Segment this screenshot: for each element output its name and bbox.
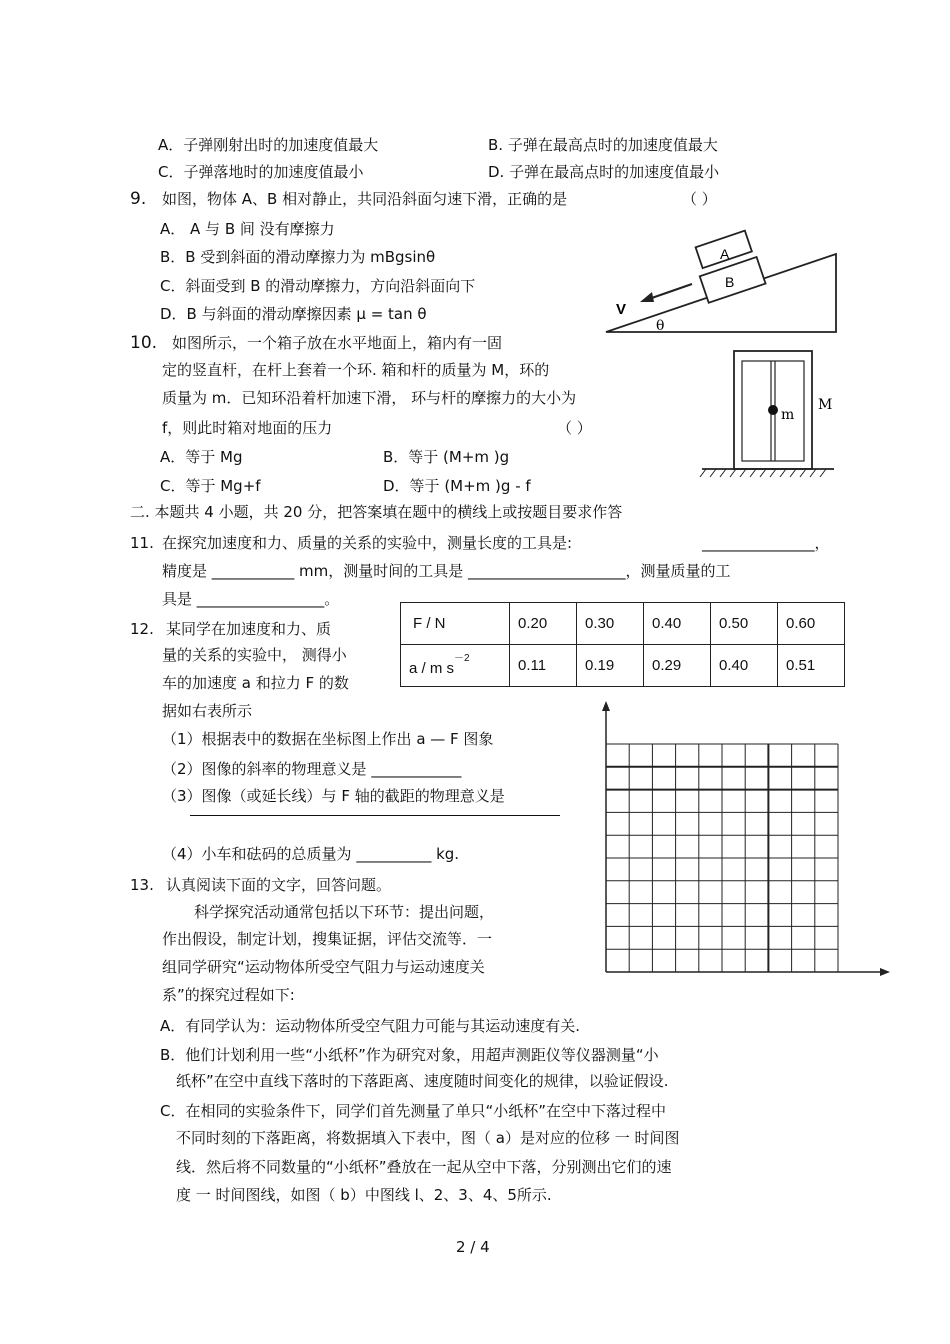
q10-option-c: C．等于 Mg+f (160, 477, 261, 495)
x-axis-arrow (880, 968, 890, 976)
q9-option-b: B．B 受到斜面的滑动摩擦力为 mBgsinθ (160, 248, 436, 266)
q12-sub2: （2）图像的斜率的物理意义是 ____________ (162, 760, 462, 778)
q10-line4: f，则此时箱对地面的压力 (162, 419, 333, 437)
q12-sub3: （3）图像（或延长线）与 F 轴的截距的物理意义是 (162, 787, 505, 805)
table-cell: 0.60 (778, 603, 845, 645)
table-row-acceleration (401, 645, 845, 687)
q10-line2: 定的竖直杆，在杆上套着一个环. 箱和杆的质量为 M，环的 (162, 361, 550, 379)
q11-number: 11. (130, 534, 154, 552)
q11-line2: 精度是 ___________ mm，测量时间的工具是 _____________________，测量质量的工 (162, 562, 731, 580)
accel-unit-exponent: －2 (454, 652, 470, 664)
q10-option-a: A．等于 Mg (160, 448, 243, 466)
q8-option-d: D. 子弹在最高点时的加速度值最小 (488, 163, 720, 181)
q13-item-b-line2: 纸杯”在空中直线下落时的下落距离、速度随时间变化的规律，以验证假设. (176, 1072, 669, 1090)
table-cell: 0.40 (711, 645, 778, 687)
q10-answer-paren: （ ） (557, 419, 592, 437)
q8-option-a: A．子弹刚射出时的加速度值最大 (158, 136, 379, 154)
q9-option-a: A． A 与 B 间 没有摩擦力 (160, 220, 335, 238)
table-cell: 0.29 (644, 645, 711, 687)
q13-item-c-line3: 线．然后将不同数量的“小纸杯”叠放在一起从空中下落，分别测出它们的速 (176, 1158, 672, 1176)
q13-item-c-line1: C．在相同的实验条件下，同学们首先测量了单只“小纸杯”在空中下落过程中 (160, 1102, 667, 1120)
q13-para-line1: 科学探究活动通常包括以下环节：提出问题， (194, 903, 495, 921)
page-number: 2 / 4 (456, 1238, 490, 1256)
q13-item-b-line1: B．他们计划利用一些“小纸杯”作为研究对象，用超声测距仪等仪器测量“小 (160, 1046, 659, 1064)
velocity-label: V (616, 301, 627, 318)
q11-line1: 在探究加速度和力、质量的关系的实验中，测量长度的工具是: (162, 534, 573, 552)
q9-option-c: C．斜面受到 B 的滑动摩擦力，方向沿斜面向下 (160, 277, 476, 295)
y-axis-arrow (602, 701, 610, 711)
q13-number: 13. (130, 876, 154, 894)
box-figure (698, 345, 843, 485)
q12-sub3-answer-line (190, 815, 560, 816)
q12-sub4: （4）小车和砝码的总质量为 __________ kg. (162, 845, 460, 863)
q11-line3: 具是 _________________。 (162, 590, 340, 608)
q10-option-b: B．等于 (M+m )g (383, 448, 510, 466)
table-row-force (401, 603, 845, 645)
accel-unit: a / m s (409, 659, 455, 677)
q9-stem: 如图，物体 A、B 相对静止，共同沿斜面匀速下滑，正确的是 (162, 190, 568, 208)
grid-lines (606, 744, 838, 972)
q10-number: 10. (130, 333, 158, 353)
ring (768, 405, 778, 415)
table-cell: 0.40 (644, 603, 711, 645)
table-cell: 0.30 (577, 603, 644, 645)
q12-line3: 车的加速度 a 和拉力 F 的数 (162, 674, 349, 692)
q13-item-c-line4: 度 一 时间图线，如图（ b）中图线 l、2、3、4、5所示. (176, 1186, 552, 1204)
q8-option-c: C．子弹落地时的加速度值最小 (158, 163, 364, 181)
q13-item-a: A．有同学认为：运动物体所受空气阻力可能与其运动速度有关. (160, 1017, 581, 1035)
block-b-label: B (725, 274, 735, 290)
q13-item-c-line2: 不同时刻的下落距离，将数据填入下表中，图（ a）是对应的位移 一 时间图 (176, 1129, 680, 1147)
q12-line1: 某同学在加速度和力、质 (166, 620, 332, 638)
velocity-arrowhead (640, 292, 654, 302)
q10-line1: 如图所示，一个箱子放在水平地面上，箱内有一固 (172, 334, 503, 352)
table-cell: 0.20 (510, 603, 577, 645)
q12-line4: 据如右表所示 (162, 702, 253, 720)
table-cell: 0.19 (577, 645, 644, 687)
table-cell: 0.50 (711, 603, 778, 645)
q9-option-d: D．B 与斜面的滑动摩擦因素 μ = tan θ (160, 305, 427, 323)
q9-answer-paren: （ ） (682, 190, 717, 208)
q9-number: 9. (130, 189, 147, 209)
q13-line1: 认真阅读下面的文字，回答问题。 (166, 876, 392, 894)
table-header-acceleration (401, 645, 510, 687)
q12-number: 12. (130, 620, 154, 638)
section-2-header: 二. 本题共 4 小题，共 20 分，把答案填在题中的横线上或按题目要求作答 (130, 503, 623, 521)
q12-data-table (400, 602, 845, 687)
theta-label: θ (656, 318, 665, 334)
table-cell: 0.51 (778, 645, 845, 687)
coordinate-grid (596, 700, 896, 980)
q13-para-line4: 系”的探究过程如下: (162, 986, 295, 1004)
ring-mass-label: m (781, 407, 795, 423)
table-cell: 0.11 (510, 645, 577, 687)
q11-line1-blank: _______________， (702, 534, 830, 552)
ground-hatching (700, 469, 826, 477)
box-mass-label: M (818, 397, 833, 413)
q12-sub1: （1）根据表中的数据在坐标图上作出 a — F 图象 (162, 730, 494, 748)
block-a-label: A (720, 246, 730, 262)
q12-line2: 量的关系的实验中， 测得小 (162, 646, 347, 664)
incline-figure (600, 228, 845, 338)
q10-option-d: D．等于 (M+m )g - f (383, 477, 531, 495)
q13-para-line2: 作出假设，制定计划，搜集证据，评估交流等．一 (162, 930, 493, 948)
q10-line3: 质量为 m．已知环沿着杆加速下滑， 环与杆的摩擦力的大小为 (162, 389, 577, 407)
q8-option-b: B. 子弹在最高点时的加速度值最大 (488, 136, 718, 154)
q13-para-line3: 组同学研究“运动物体所受空气阻力与运动速度关 (162, 958, 485, 976)
table-header-force: F / N (401, 603, 510, 645)
